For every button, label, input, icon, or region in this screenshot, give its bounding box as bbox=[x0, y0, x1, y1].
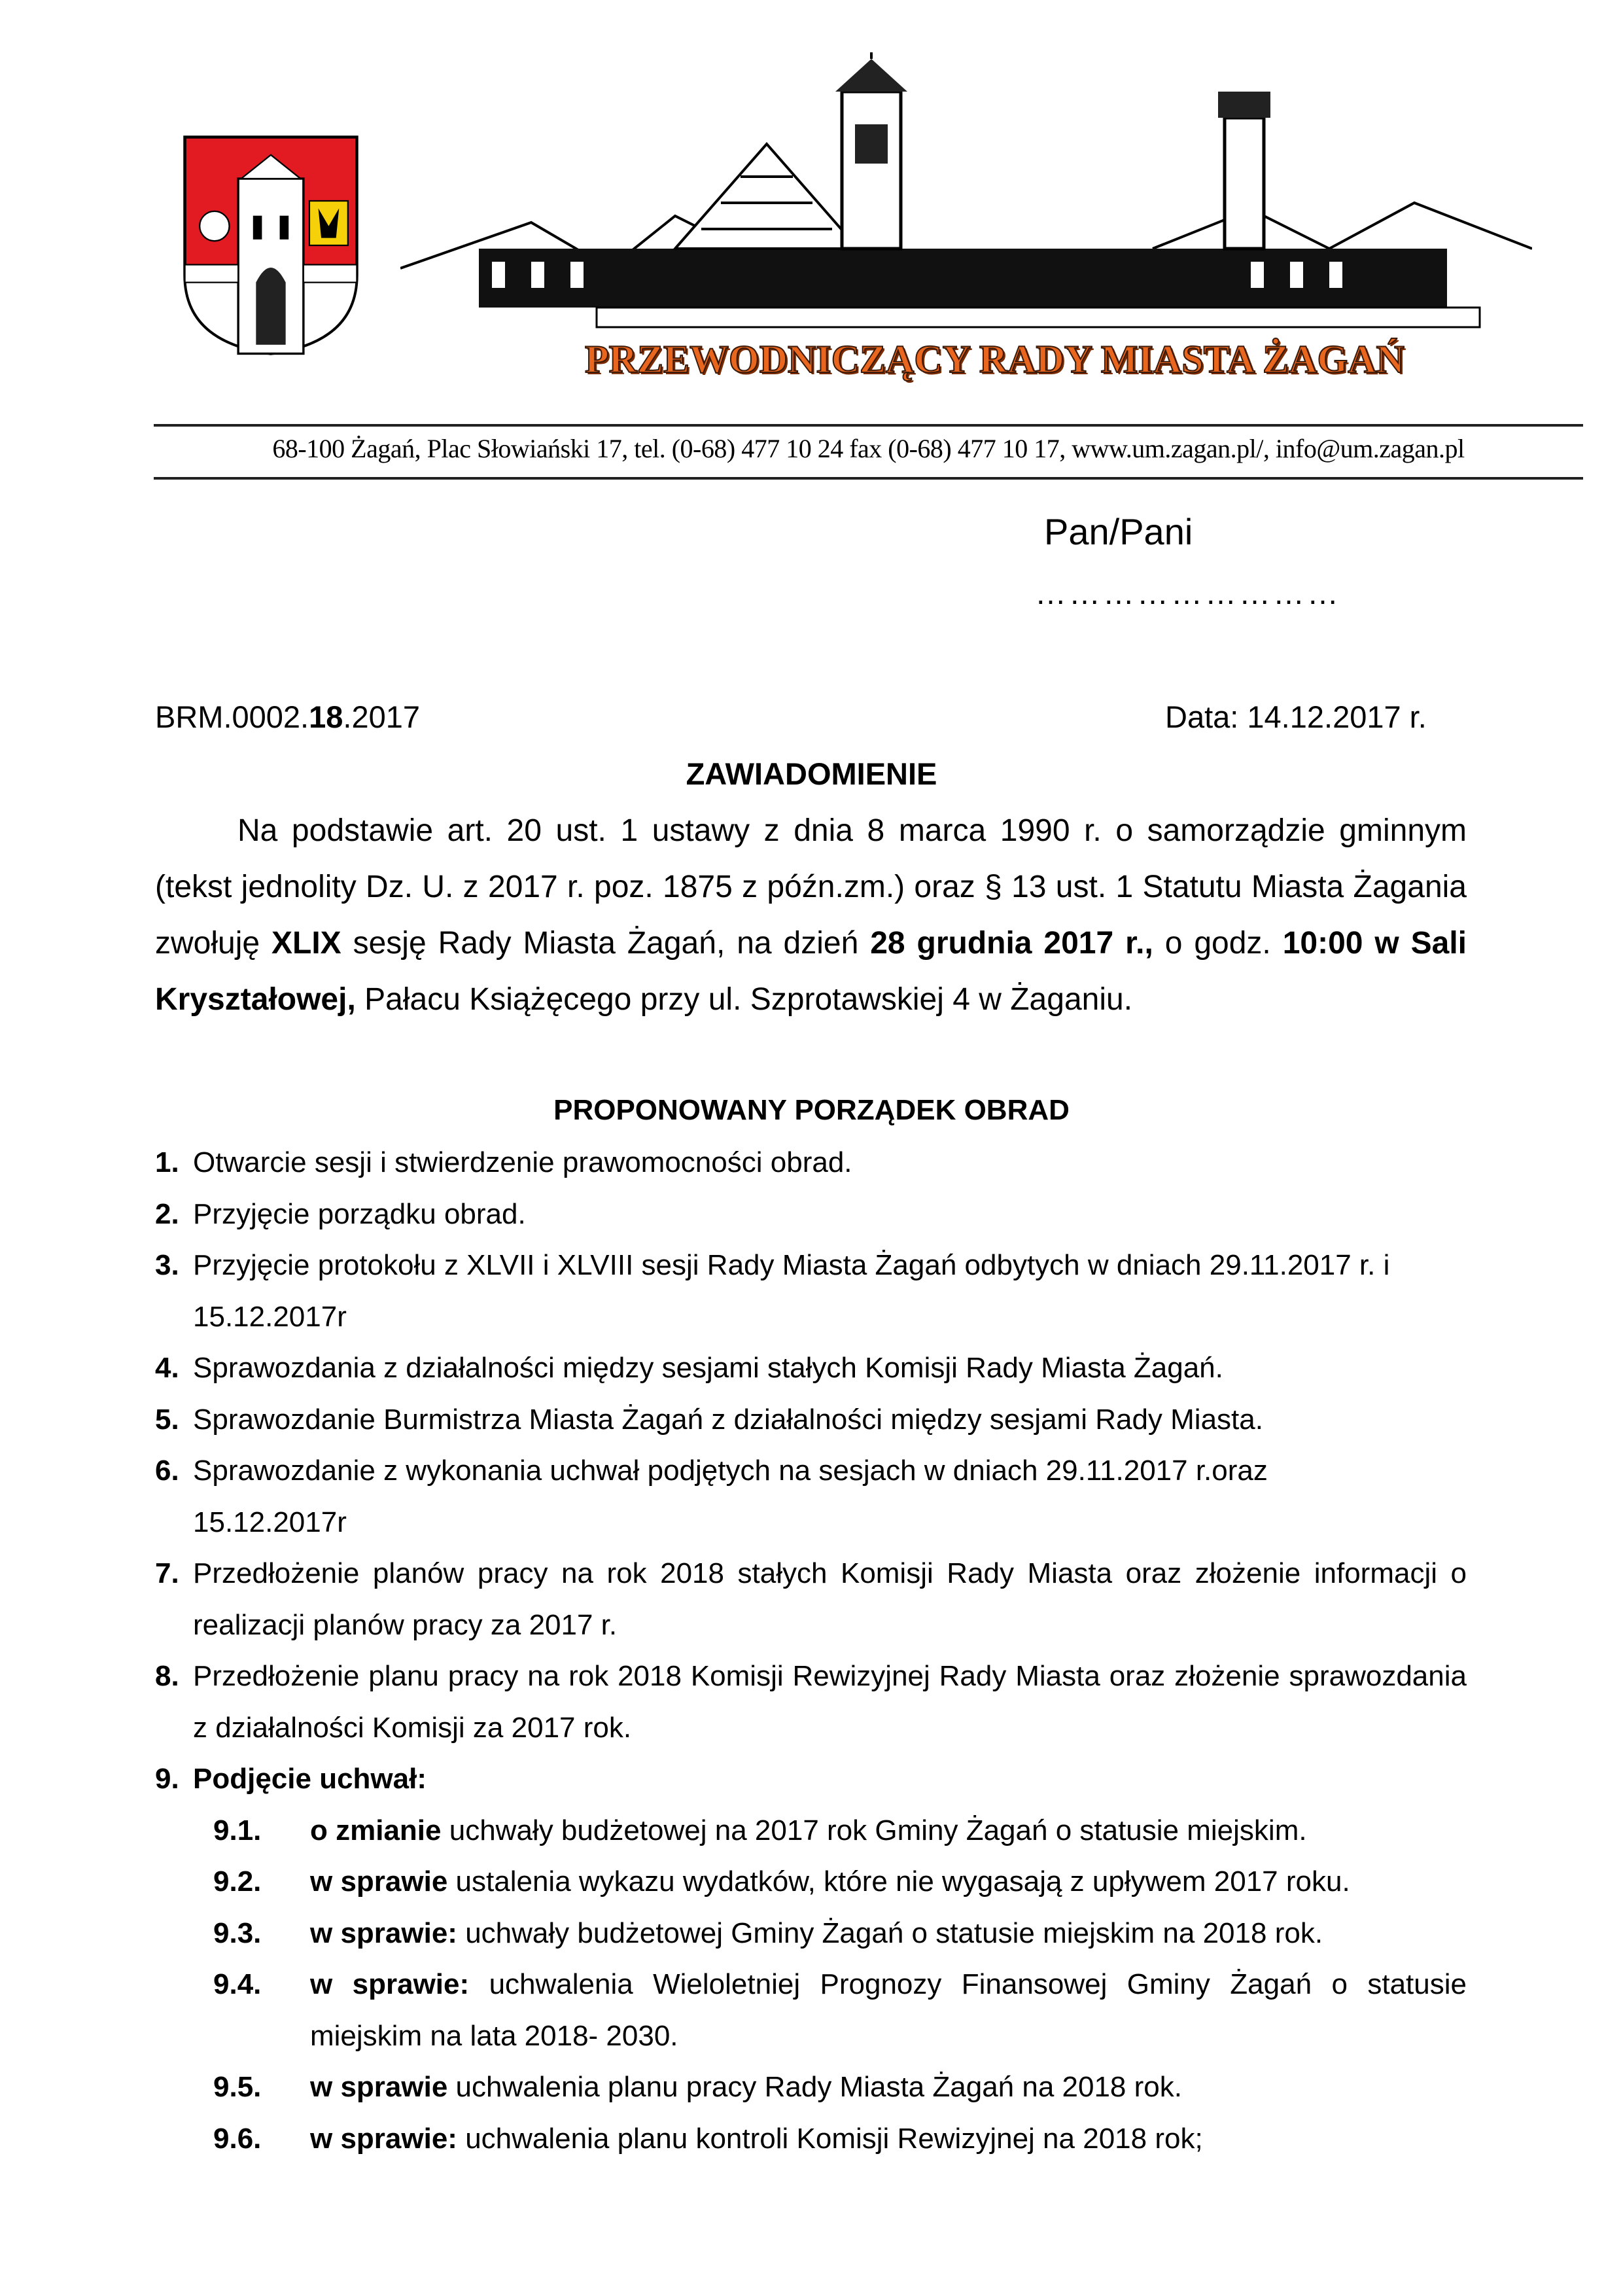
agenda-item bbox=[155, 1240, 1467, 1343]
subitem-bold: w sprawie bbox=[310, 2071, 448, 2103]
subitem-text: uchwalenia planu kontroli Komisji Rewizyjnej na 2018 rok; bbox=[457, 2122, 1203, 2155]
header-rule-top bbox=[154, 424, 1583, 427]
reference-prefix: BRM.0002. bbox=[155, 699, 309, 734]
item-text: Otwarcie sesji i stwierdzenie prawomocności obrad. bbox=[193, 1146, 852, 1178]
subitem-number: 9.2. bbox=[213, 1865, 262, 1898]
item-text: Przedłożenie planu pracy na rok 2018 Komisji Rewizyjnej Rady Miasta oraz złożenie sprawozdania z działalności Komisji za 2017 rok. bbox=[193, 1660, 1467, 1744]
item-text: Przyjęcie porządku obrad. bbox=[193, 1197, 526, 1230]
agenda-title: PROPONOWANY PORZĄDEK OBRAD bbox=[553, 1094, 1070, 1126]
reference-number-bold: 18 bbox=[309, 699, 343, 734]
subitem-bold: w sprawie bbox=[310, 1865, 448, 1898]
subitem-bold: w sprawie: bbox=[310, 1968, 470, 2000]
agenda-subitem bbox=[155, 2113, 1467, 2165]
subitem-number: 9.1. bbox=[213, 1814, 262, 1846]
reference-suffix: .2017 bbox=[343, 699, 421, 734]
item-number: 5. bbox=[155, 1403, 179, 1436]
item-number: 2. bbox=[155, 1197, 179, 1230]
para-text: Pałacu Książęcego przy ul. Szprotawskiej 4 w Żaganiu. bbox=[355, 982, 1133, 1017]
agenda-item bbox=[155, 1754, 1467, 1805]
header-rule-bottom bbox=[154, 477, 1583, 480]
agenda-subitem bbox=[155, 1805, 1467, 1857]
document-heading: ZAWIADOMIENIE bbox=[686, 756, 937, 791]
agenda-item bbox=[155, 1651, 1467, 1754]
item-number: 7. bbox=[155, 1557, 179, 1589]
agenda-item bbox=[155, 1548, 1467, 1651]
agenda-item bbox=[155, 1394, 1467, 1446]
subitem-text: uchwały budżetowej na 2017 rok Gminy Żagań o statusie miejskim. bbox=[441, 1814, 1307, 1846]
item-number: 3. bbox=[155, 1249, 179, 1281]
notice-paragraph bbox=[155, 803, 1467, 1028]
agenda-subitem bbox=[155, 2062, 1467, 2113]
agenda-list bbox=[155, 1137, 1467, 2164]
item-number: 9. bbox=[155, 1763, 179, 1795]
item-number: 6. bbox=[155, 1455, 179, 1487]
agenda-item bbox=[155, 1445, 1467, 1548]
coat-of-arms-icon bbox=[182, 134, 360, 357]
item-text: Sprawozdanie Burmistrza Miasta Żagań z działalności między sesjami Rady Miasta. bbox=[193, 1403, 1263, 1436]
subitem-text: uchwalenia planu pracy Rady Miasta Żagań na 2018 rok. bbox=[447, 2071, 1182, 2103]
header-address: 68-100 Żagań, Plac Słowiański 17, tel. (0-68) 477 10 24 fax (0-68) 477 10 17, www.um.zagan.pl/, info@um.zagan.pl bbox=[272, 434, 1465, 463]
reference-number bbox=[155, 699, 420, 735]
document-date: Data: 14.12.2017 r. bbox=[1165, 699, 1427, 734]
para-text: Na podstawie art. 20 ust. 1 ustawy z dnia 8 marca 1990 r. o samorządzie gminnym (tekst jednolity Dz. U. z 2017 r. poz. 1875 z późn.zm.) oraz § 13 ust. 1 Statutu Miasta Żagania zwołuję bbox=[155, 813, 1467, 961]
para-text: o godz. bbox=[1153, 926, 1283, 961]
item-number: 4. bbox=[155, 1352, 179, 1384]
item-text: Sprawozdanie z wykonania uchwał podjętych na sesjach w dniach 29.11.2017 r.oraz 15.12.2017r bbox=[193, 1455, 1268, 1538]
para-text: sesję Rady Miasta Żagań, na dzień bbox=[341, 926, 871, 961]
item-text: Przedłożenie planów pracy na rok 2018 stałych Komisji Rady Miasta oraz złożenie informacji o realizacji planów pracy za 2017 r. bbox=[193, 1557, 1467, 1641]
item-number: 8. bbox=[155, 1660, 179, 1692]
item-text: Sprawozdania z działalności między sesjami stałych Komisji Rady Miasta Żagań. bbox=[193, 1352, 1223, 1384]
item-number: 1. bbox=[155, 1146, 179, 1178]
header-title: PRZEWODNICZĄCY RADY MIASTA ŻAGAŃ bbox=[585, 338, 1405, 381]
subitem-bold: w sprawie: bbox=[310, 1916, 457, 1949]
recipient-label: Pan/Pani bbox=[1044, 511, 1193, 552]
recipient-blank: ……………………… bbox=[1035, 576, 1341, 611]
subitem-number: 9.3. bbox=[213, 1916, 262, 1949]
agenda-item bbox=[155, 1343, 1467, 1394]
agenda-subitem bbox=[155, 1959, 1467, 2062]
subitem-bold: o zmianie bbox=[310, 1814, 442, 1846]
subitem-bold: w sprawie: bbox=[310, 2122, 457, 2155]
para-bold: XLIX bbox=[271, 926, 341, 961]
agenda-subitem bbox=[155, 1908, 1467, 1960]
agenda-subitem bbox=[155, 1856, 1467, 1908]
subitem-text: uchwały budżetowej Gminy Żagań o statusie miejskim na 2018 rok. bbox=[457, 1916, 1323, 1949]
para-bold: 10:00 w Sali Kryształowej, bbox=[155, 926, 1467, 1017]
subitem-number: 9.5. bbox=[213, 2071, 262, 2103]
agenda-item bbox=[155, 1137, 1467, 1189]
subitem-number: 9.4. bbox=[213, 1968, 262, 2000]
agenda-item bbox=[155, 1189, 1467, 1241]
item-text: Przyjęcie protokołu z XLVII i XLVIII sesji Rady Miasta Żagań odbytych w dniach 29.11.2017 r. i 15.12.2017r bbox=[193, 1249, 1390, 1333]
subitem-text: uchwalenia Wieloletniej Prognozy Finansowej Gminy Żagań o statusie miejskim na lata 2018- 2030. bbox=[310, 1968, 1467, 2052]
subitem-number: 9.6. bbox=[213, 2122, 262, 2155]
item-text: Podjęcie uchwał: bbox=[193, 1763, 427, 1795]
town-skyline-icon bbox=[400, 52, 1532, 360]
subitem-text: ustalenia wykazu wydatków, które nie wygasają z upływem 2017 roku. bbox=[447, 1865, 1350, 1898]
para-bold: 28 grudnia 2017 r., bbox=[870, 926, 1153, 961]
